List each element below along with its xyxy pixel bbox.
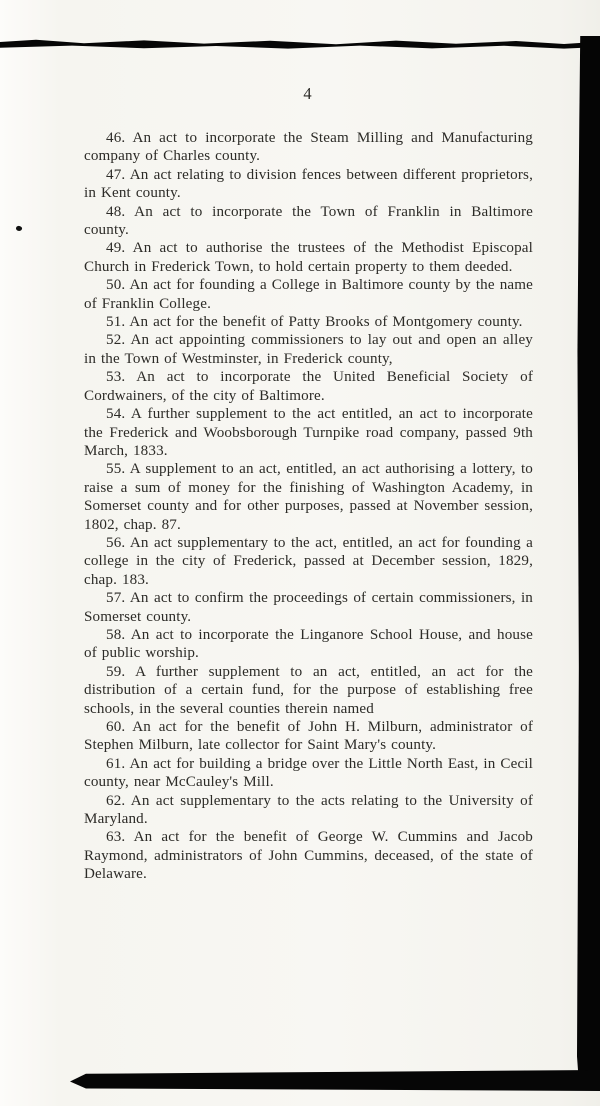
act-63: 63. An act for the benefit of George W. Cummins and Jacob Raymond, administrators of John Cummins, deceased, of the state of Delaware. [84, 829, 533, 883]
act-47: 47. An act relating to division fences between different proprietors, in Kent county. [84, 166, 533, 202]
act-58: 58. An act to incorporate the Linganore School House, and house of public worship. [84, 626, 533, 662]
act-48: 48. An act to incorporate the Town of Franklin in Baltimore county. [84, 203, 533, 239]
act-52: 52. An act appointing commissioners to lay out and open an alley in the Town of Westminster, in Frederick county, [84, 332, 533, 367]
act-56: 56. An act supplementary to the act, entitled, an act for founding a college in the city of Frederick, passed at December session, 1829, chap. 183. [84, 534, 533, 588]
scan-edge-right [577, 36, 600, 1088]
act-61: 61. An act for building a bridge over the Little North East, in Cecil county, near McCauley's Mill. [84, 755, 533, 791]
act-46: 46. An act to incorporate the Steam Milling and Manufacturing company of Charles county. [84, 130, 533, 165]
act-54: 54. A further supplement to the act entitled, an act to incorporate the Frederick and Woobsborough Turnpike road company, passed 9th March, 1833. [84, 406, 533, 459]
act-57: 57. An act to confirm the proceedings of certain commissioners, in Somerset county. [84, 590, 533, 625]
act-53: 53. An act to incorporate the United Beneficial Society of Cordwainers, of the city of Baltimore. [84, 369, 533, 404]
act-60: 60. An act for the benefit of John H. Milburn, administrator of Stephen Milburn, late collector for Saint Mary's county. [84, 719, 533, 754]
act-51: 51. An act for the benefit of Patty Brooks of Montgomery county. [106, 314, 523, 331]
act-49: 49. An act to authorise the trustees of the Methodist Episcopal Church in Frederick Town, to hold certain property to them deeded. [84, 240, 533, 275]
ink-speck [15, 225, 22, 232]
scan-edge-bottom [70, 1070, 600, 1091]
act-55: 55. A supplement to an act, entitled, an act authorising a lottery, to raise a sum of money for the finishing of Washington Academy, in Somerset county and for other purposes, passed at November session, 1802, chap. 87. [84, 461, 533, 533]
acts-list [84, 129, 533, 884]
act-50: 50. An act for founding a College in Baltimore county by the name of Franklin College. [84, 277, 533, 312]
act-62: 62. An act supplementary to the acts relating to the University of Maryland. [84, 792, 533, 828]
page-number: 4 [303, 84, 313, 103]
scan-edge-top [0, 39, 600, 49]
act-59: 59. A further supplement to an act, entitled, an act for the distribution of a certain fund, for the purpose of establishing free schools, in the several counties therein named [84, 663, 533, 717]
